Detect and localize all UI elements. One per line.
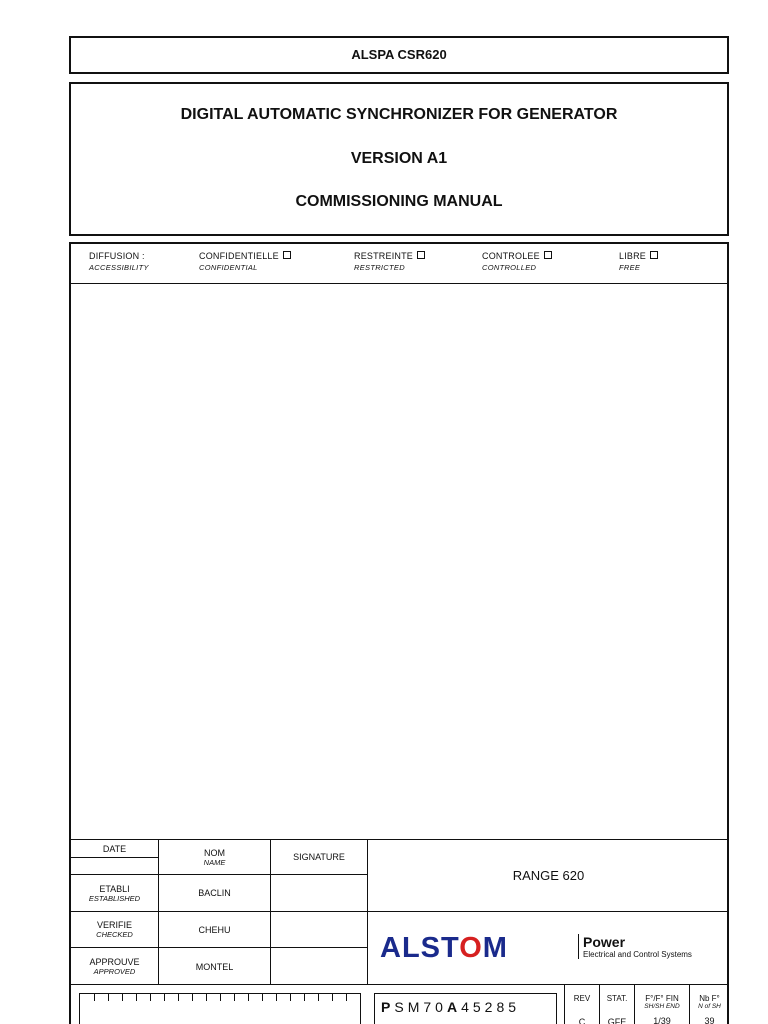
- document-frame: [69, 242, 729, 1024]
- name-approved: MONTEL: [159, 948, 271, 985]
- tick-mark: [206, 994, 207, 1001]
- accessibility-option-controlled: CONTROLEE CONTROLLED: [482, 251, 552, 273]
- division-label: Power Electrical and Control Systems: [578, 934, 692, 959]
- status-cell: STAT. GFE: [599, 985, 634, 1024]
- empty-cell: [71, 858, 159, 875]
- reference-char: S: [394, 999, 408, 1015]
- name-checked: CHEHU: [159, 912, 271, 948]
- tick-mark: [108, 994, 109, 1001]
- role-checked: VERIFIE CHECKED: [71, 912, 159, 948]
- signature-table: [71, 839, 368, 984]
- tick-row-top: [80, 994, 360, 1002]
- tick-mark: [178, 994, 179, 1001]
- tick-mark: [94, 994, 95, 1001]
- tick-mark: [332, 994, 333, 1001]
- document-version: VERSION A1: [350, 150, 448, 167]
- document-title: DIGITAL AUTOMATIC SYNCHRONIZER FOR GENERATOR: [180, 106, 618, 123]
- reference-char: 8: [496, 999, 509, 1015]
- accessibility-row: [71, 244, 727, 284]
- reference-char: P: [381, 999, 395, 1015]
- reference-char: 2: [484, 999, 497, 1015]
- tick-mark: [346, 994, 347, 1001]
- name-established: BACLIN: [159, 875, 271, 912]
- sheet-cell: F°/F° FIN SH/SH END 1/39: [634, 985, 689, 1024]
- accessibility-label: DIFFUSION : ACCESSIBILITY: [89, 251, 149, 272]
- accessibility-option-restricted: RESTREINTE RESTRICTED: [354, 251, 425, 273]
- reference-char: A: [446, 999, 462, 1015]
- tick-mark: [234, 994, 235, 1001]
- checkbox-restricted[interactable]: [417, 251, 425, 259]
- header-signature: SIGNATURE: [271, 840, 368, 875]
- range-label: RANGE 620: [368, 839, 729, 911]
- role-established: ETABLI ESTABLISHED: [71, 875, 159, 912]
- company-logo-area: [368, 911, 729, 984]
- tick-mark: [318, 994, 319, 1001]
- document-code-box: [69, 36, 729, 74]
- sheet-count-cell: Nb F° N of SH 39: [689, 985, 729, 1024]
- tick-mark: [276, 994, 277, 1001]
- tick-mark: [290, 994, 291, 1001]
- checkbox-controlled[interactable]: [544, 251, 552, 259]
- document-code: ALSPA CSR620: [351, 47, 447, 62]
- reference-row: [71, 984, 727, 1024]
- header-date: DATE: [71, 840, 159, 858]
- title-block: [69, 82, 729, 236]
- tick-mark: [122, 994, 123, 1001]
- checkbox-free[interactable]: [650, 251, 658, 259]
- signature-checked: [271, 912, 368, 948]
- tick-mark: [150, 994, 151, 1001]
- tick-mark: [164, 994, 165, 1001]
- revision-cell: REV C: [564, 985, 599, 1024]
- accessibility-option-free: LIBRE FREE: [619, 251, 658, 273]
- tick-mark: [304, 994, 305, 1001]
- alstom-logo: ALSTOM: [380, 932, 508, 964]
- tick-mark: [220, 994, 221, 1001]
- document-type: COMMISSIONING MANUAL: [295, 193, 503, 210]
- reference-char: 0: [435, 999, 447, 1015]
- signature-established: [271, 875, 368, 912]
- document-reference: [374, 993, 557, 1024]
- checkbox-confidential[interactable]: [283, 251, 291, 259]
- reference-char: M: [407, 999, 424, 1015]
- header-name: NOM NAME: [159, 840, 271, 875]
- reference-char: 7: [423, 999, 436, 1015]
- accessibility-option-confidential: CONFIDENTIELLE CONFIDENTIAL: [199, 251, 291, 273]
- tick-grid: [79, 993, 361, 1024]
- reference-char: 5: [508, 999, 521, 1015]
- tick-mark: [248, 994, 249, 1001]
- signature-approved: [271, 948, 368, 985]
- role-approved: APPROUVE APPROVED: [71, 948, 159, 985]
- tick-mark: [262, 994, 263, 1001]
- tick-mark: [192, 994, 193, 1001]
- reference-char: 4: [461, 999, 473, 1015]
- tick-mark: [136, 994, 137, 1001]
- reference-char: 5: [472, 999, 485, 1015]
